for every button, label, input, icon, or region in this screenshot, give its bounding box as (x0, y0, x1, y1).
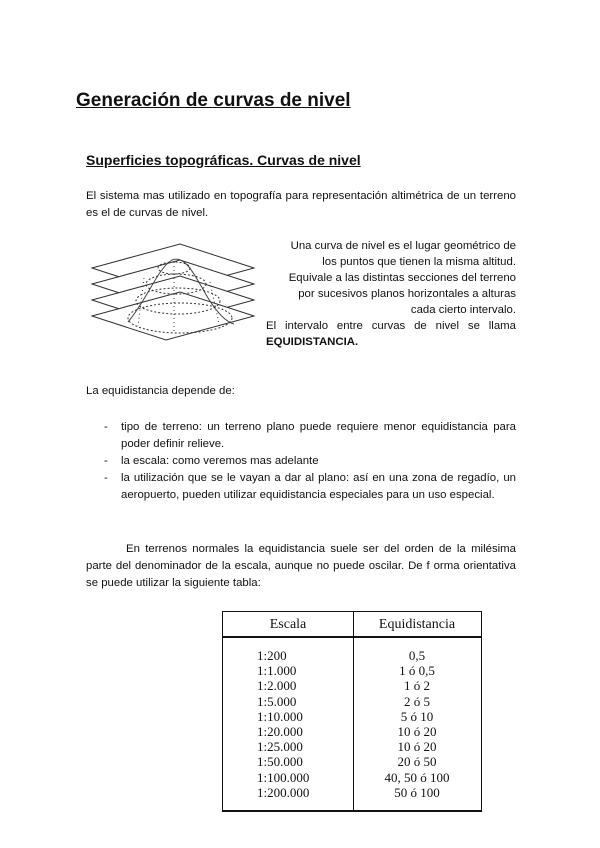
table-row (223, 709, 481, 724)
cell-scale: 1:5.000 (257, 693, 297, 709)
bullet-dash: - (104, 421, 108, 433)
cell-scale: 1:200.000 (257, 784, 310, 800)
table-header (223, 612, 481, 638)
cell-interval: 20 ó 50 (397, 754, 437, 770)
table-body (223, 648, 481, 800)
interval-term: EQUIDISTANCIA. (266, 336, 359, 348)
cell-scale: 1:10.000 (257, 708, 303, 724)
cell-scale: 1:200 (257, 648, 287, 663)
list-item-text: la escala: como veremos mas adelante (121, 455, 319, 467)
cell-interval: 40, 50 ó 100 (384, 769, 450, 785)
bullet-dash: - (104, 455, 108, 467)
table-row (223, 724, 481, 739)
table-row (223, 694, 481, 709)
table-row (223, 663, 481, 678)
definition-line: Una curva de nivel es el lugar geométrico de (290, 240, 516, 252)
definition-line: por sucesivos planos horizontales a alturas (298, 288, 516, 300)
list-item-text: la utilización que se le vayan a dar al plano: así en una zona de regadío, un aeropuerto, pueden utilizar equidistancia especiales para un uso especial. (121, 472, 516, 501)
column-header-interval: Equidistancia (378, 617, 456, 632)
scale-table (222, 611, 482, 812)
cell-scale: 1:20.000 (257, 723, 303, 739)
table-row (223, 739, 481, 754)
contour-planes-icon (88, 238, 260, 350)
page-title: Generación de curvas de nivel (76, 90, 351, 111)
cell-interval: 2 ó 5 (404, 693, 430, 709)
table-row (223, 770, 481, 785)
cell-scale: 1:50.000 (257, 754, 303, 770)
definition-line: Equivale a las distintas secciones del terreno (288, 272, 516, 284)
definition-text (266, 238, 516, 318)
contour-planes-illustration (88, 238, 260, 350)
cell-scale: 1:1.000 (257, 663, 297, 679)
interval-text: El intervalo entre curvas de nivel se llama (266, 320, 516, 332)
list-item (104, 419, 516, 453)
cell-scale: 1:100.000 (257, 769, 310, 785)
cell-interval: 1 ó 2 (404, 678, 430, 694)
interval-paragraph (266, 318, 516, 350)
list-item-text: tipo de terreno: un terreno plano puede requiere menor equidistancia para poder definir relieve. (121, 421, 516, 450)
list-item (104, 453, 516, 470)
table-row (223, 678, 481, 693)
section-subtitle: Superficies topográficas. Curvas de nivel (86, 152, 361, 168)
depends-label: La equidistancia depende de: (86, 385, 235, 397)
factors-list (104, 419, 516, 504)
definition-line: los puntos que tienen la misma altitud. (322, 256, 516, 268)
cell-interval: 10 ó 20 (397, 723, 437, 739)
cell-interval: 10 ó 20 (397, 739, 437, 755)
table-row (223, 648, 481, 663)
closing-paragraph: En terrenos normales la equidistancia suele ser del orden de la milésima parte del denominador de la escala, aunque no puede oscilar. De f orma orientativa se puede utilizar la siguiente tabla: (86, 543, 516, 589)
cell-scale: 1:25.000 (257, 739, 303, 755)
table-row (223, 785, 481, 800)
cell-interval: 1 ó 0,5 (399, 663, 435, 679)
definition-line: cada cierto intervalo. (410, 304, 516, 316)
cell-interval: 0,5 (408, 648, 426, 663)
cell-interval: 5 ó 10 (400, 708, 434, 724)
intro-paragraph: El sistema mas utilizado en topografía para representación altimétrica de un terreno es el de curvas de nivel. (86, 190, 516, 219)
table-row (223, 754, 481, 769)
column-header-scale: Escala (269, 617, 307, 632)
bullet-dash: - (104, 472, 108, 484)
list-item (104, 470, 516, 504)
cell-scale: 1:2.000 (257, 678, 297, 694)
cell-interval: 50 ó 100 (394, 784, 440, 800)
